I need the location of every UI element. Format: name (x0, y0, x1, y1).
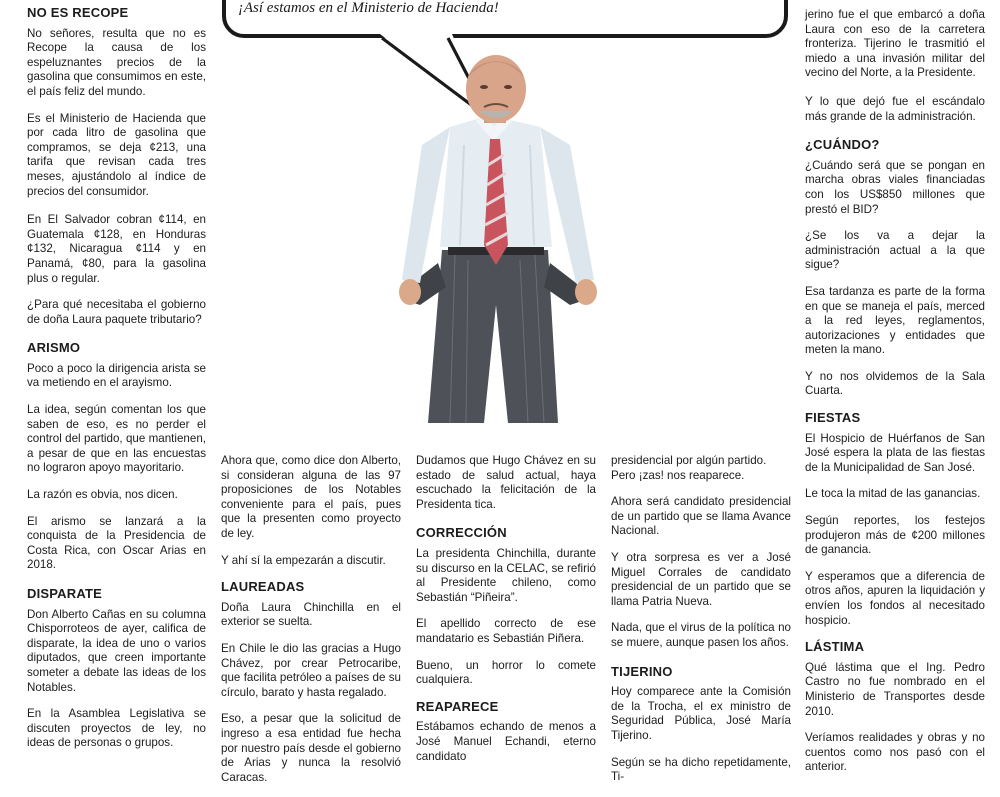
paragraph: Según se ha dicho repetidamente, Ti- (611, 755, 791, 784)
paragraph: En Chile le dio las gracias a Hugo Chávez, por crear Petrocaribe, que facilita petróleo a países de su círculo, barato y hasta regalado. (221, 641, 401, 699)
paragraph: Pero ¡zas! nos reaparece. (611, 468, 745, 482)
paragraph: El apellido correcto de ese mandatario es Sebastián Piñera. (416, 617, 596, 645)
section-heading-no-es-recope: NO ES RECOPE (27, 5, 129, 20)
paragraph: El arismo se lanzará a la conquista de la Presidencia de Costa Rica, con Oscar Arias en 2018. (27, 514, 206, 572)
paragraph: Nada, que el virus de la política no se muere, aunque pasen los años. (611, 621, 791, 649)
paragraph: Es el Ministerio de Hacienda que por cada litro de gasolina que compramos, se deja ¢213, una tarifa que revisan cada tres meses, ajustándolo al índice de precios del consumidor. (27, 111, 206, 198)
paragraph: presidencial por algún partido. (611, 454, 767, 467)
column-5 (805, 8, 985, 787)
section-heading-disparate: DISPARATE (27, 586, 102, 601)
paragraph: Le toca la mitad de las ganancias. (805, 487, 981, 501)
paragraph: Y ahí sí la empezarán a discutir. (221, 553, 386, 567)
paragraph: En la Asamblea Legislativa se discuten proyectos de ley, no ideas de personas o grupos. (27, 707, 206, 750)
column-2 (221, 454, 401, 797)
section-heading-lastima: LÁSTIMA (805, 639, 865, 655)
paragraph: Y otra sorpresa es ver a José Miguel Corrales de candidato presidencial de un partido que se llama Patria Nueva. (611, 550, 791, 608)
paragraph: Veríamos realidades y obras y no cuentos como nos pasó con el anterior. (805, 731, 985, 774)
section-heading-tijerino: TIJERINO (611, 663, 673, 679)
paragraph: Eso, a pesar que la solicitud de ingreso a esa entidad fue hecha por nuestro país desde el gobierno de Arias y nunca la resolvió Caracas. (221, 712, 401, 784)
paragraph: Y esperamos que a diferencia de otros años, apuren la liquidación y envíen los fondos al necesitado hospicio. (805, 569, 985, 627)
section-heading-arismo: ARISMO (27, 340, 81, 356)
paragraph: Y lo que dejó fue el escándalo más grande de la administración. (805, 94, 985, 123)
column-4 (611, 454, 791, 797)
paragraph: jerino fue el que embarcó a doña Laura con eso de la carretera fronteriza. Tijerino le trasmitió el miedo a una invasión militar del vecino del Norte, a la Presidente. (805, 8, 985, 80)
paragraph: ¿Cuándo será que se pongan en marcha obras viales financiadas con los US$850 millones que prestó el BID? (805, 158, 985, 216)
paragraph: Don Alberto Cañas en su columna Chisporroteos de ayer, califica de disparate, la idea de uno o varios diputados, que creen importante someter a debate las ideas de los Notables. (27, 607, 206, 694)
paragraph: No señores, resulta que no es Recope la causa de los espeluznantes precios de la gasolina que consumimos en este, el país feliz del mundo. (27, 26, 206, 98)
paragraph: La idea, según comentan los que saben de eso, es no perder el control del partido, que mantienen, a pesar de que en las encuestas no lograron apoyo mayoritario. (27, 403, 206, 475)
paragraph: En El Salvador cobran ¢114, en Guatemala ¢128, en Honduras ¢132, Nicaragua ¢114 y en Panamá, ¢80, para la gasolina plus o regular. (27, 213, 206, 285)
section-heading-laureadas: LAUREADAS (221, 579, 305, 595)
paragraph: Bueno, un horror lo comete cualquiera. (416, 658, 596, 687)
paragraph: La presidenta Chinchilla, durante su discurso en la CELAC, se refirió al Presidente chileno, como Sebastián “Piñeira”. (416, 546, 596, 604)
paragraph: Poco a poco la dirigencia arista se va metiendo en el arayismo. (27, 361, 206, 390)
paragraph: Estábamos echando de menos a José Manuel Echandi, eterno candidato (416, 720, 596, 763)
paragraph: ¿Se los va a dejar la administración actual a la que sigue? (805, 229, 985, 272)
paragraph: El Hospicio de Huérfanos de San José espera la plata de las fiestas de la Municipalidad de San José. (805, 431, 985, 474)
paragraph: Ahora que, como dice don Alberto, si consideran alguna de las 97 proposiciones de los Notables conveniente para el país, pues que la presenten como proyecto de ley. (221, 454, 401, 540)
section-heading-cuando: ¿CUÁNDO? (805, 137, 880, 153)
section-heading-correccion: CORRECCIÓN (416, 525, 507, 541)
man-empty-pockets-photo (380, 55, 610, 423)
paragraph: Dudamos que Hugo Chávez en su estado de salud actual, haya escuchado la felicitación de la Presidenta tica. (416, 454, 596, 511)
paragraph: Y no nos olvidemos de la Sala Cuarta. (805, 369, 985, 398)
paragraph: Hoy comparece ante la Comisión de la Trocha, el ex ministro de Seguridad Pública, José María Tijerino. (611, 685, 791, 742)
column-1 (27, 6, 206, 763)
column-3 (416, 454, 596, 776)
paragraph: ¿Para qué necesitaba el gobierno de doña Laura paquete tributario? (27, 298, 206, 326)
section-heading-fiestas: FIESTAS (805, 410, 861, 426)
paragraph: Según reportes, los festejos produjeron más de ¢200 millones de ganancia. (805, 514, 985, 557)
paragraph: Doña Laura Chinchilla en el exterior se suelta. (221, 600, 401, 629)
paragraph: Esa tardanza es parte de la forma en que se maneja el país, merced a la red leyes, reglamentos, autorizaciones y entidades que meten la mano. (805, 284, 985, 357)
paragraph: La razón es obvia, nos dicen. (27, 488, 178, 502)
paragraph: Ahora será candidato presidencial de un partido que se llama Avance Nacional. (611, 495, 791, 538)
speech-bubble-text: ¡Así estamos en el Ministerio de Hacienda! (238, 0, 499, 16)
paragraph: Qué lástima que el Ing. Pedro Castro no fue nombrado en el Ministerio de Transportes desde 2010. (805, 660, 985, 718)
section-heading-reaparece: REAPARECE (416, 698, 499, 714)
